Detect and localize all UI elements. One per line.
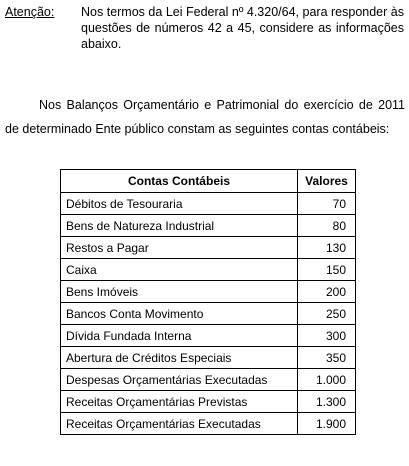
account-value: 1.900 <box>298 413 356 435</box>
table-header-row <box>61 170 356 193</box>
account-name: Dívida Fundada Interna <box>61 325 298 347</box>
account-value: 250 <box>298 303 356 325</box>
account-value: 150 <box>298 259 356 281</box>
account-name: Bancos Conta Movimento <box>61 303 298 325</box>
attention-colon: : <box>50 5 55 19</box>
account-value: 130 <box>298 237 356 259</box>
account-name: Receitas Orçamentárias Previstas <box>61 391 298 413</box>
table-row <box>61 303 356 325</box>
account-value: 80 <box>298 215 356 237</box>
table-row <box>61 193 356 215</box>
account-name: Despesas Orçamentárias Executadas <box>61 369 298 391</box>
account-name: Bens de Natureza Industrial <box>61 215 298 237</box>
table-row <box>61 259 356 281</box>
table-row <box>61 369 356 391</box>
account-name: Bens Imóveis <box>61 281 298 303</box>
accounts-table <box>60 169 356 435</box>
account-name: Receitas Orçamentárias Executadas <box>61 413 298 435</box>
account-value: 200 <box>298 281 356 303</box>
account-name: Abertura de Créditos Especiais <box>61 347 298 369</box>
attention-label <box>5 4 54 20</box>
table-row <box>61 237 356 259</box>
table-row <box>61 391 356 413</box>
account-name: Débitos de Tesouraria <box>61 193 298 215</box>
table-row <box>61 325 356 347</box>
header-contas: Contas Contábeis <box>61 170 298 193</box>
account-value: 350 <box>298 347 356 369</box>
account-value: 1.000 <box>298 369 356 391</box>
intro-paragraph: Nos Balanços Orçamentário e Patrimonial do exercício de 2011 de determinado Ente público constam as seguintes contas contábeis: <box>5 98 405 136</box>
account-name: Restos a Pagar <box>61 237 298 259</box>
table-row <box>61 413 356 435</box>
account-value: 300 <box>298 325 356 347</box>
table-row <box>61 347 356 369</box>
account-name: Caixa <box>61 259 298 281</box>
table-row <box>61 281 356 303</box>
attention-label-text: Atenção <box>5 5 51 19</box>
account-value: 70 <box>298 193 356 215</box>
attention-text: Nos termos da Lei Federal nº 4.320/64, para responder às questões de números 42 a 45, considere as informações abaixo. <box>81 5 404 51</box>
account-value: 1.300 <box>298 391 356 413</box>
table-row <box>61 215 356 237</box>
header-valores: Valores <box>298 170 356 193</box>
